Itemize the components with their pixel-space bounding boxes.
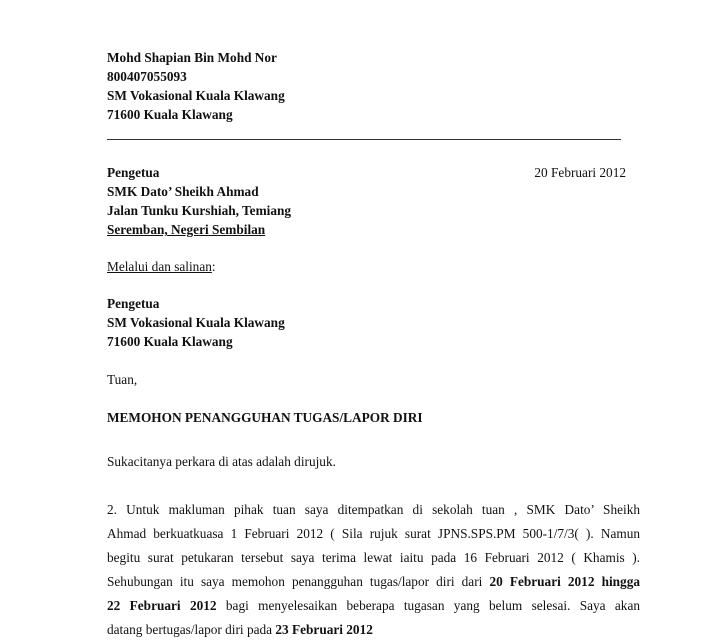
paragraph-2-line-6-date: 23 Februari 2012 [275, 622, 373, 637]
paragraph-2-line-2: Ahmad berkuatkuasa 1 Februari 2012 ( Sila rujuk surat JPNS.SPS.PM 500-1/7/3( ). Namun [107, 526, 640, 541]
sender-name: Mohd Shapian Bin Mohd Nor [107, 50, 277, 65]
via-title: Pengetua [107, 296, 160, 311]
paragraph-2-line-4-dates: 20 Februari 2012 hingga [489, 574, 640, 589]
paragraph-2-line-6-text: datang bertugas/lapor diri pada [107, 622, 276, 637]
paragraph-2-line-1: 2. Untuk makluman pihak tuan saya ditempatkan di sekolah tuan , SMK Dato’ Sheikh [107, 502, 640, 517]
paragraph-2-line-5-text: bagi menyelesaikan beberapa tugasan yang belum selesai. Saya akan [216, 598, 641, 613]
paragraph-2-line-5-date: 22 Februari 2012 [107, 598, 217, 613]
letter-subject: MEMOHON PENANGGUHAN TUGAS/LAPOR DIRI [107, 410, 423, 425]
paragraph-2-line-4 [107, 570, 640, 594]
recipient-city: Seremban, Negeri Sembilan [107, 222, 266, 237]
opening-line: Sukacitanya perkara di atas adalah dirujuk. [107, 454, 336, 469]
paragraph-2-line-3: begitu surat petukaran tersebut saya terima lewat iaitu pada 16 Februari 2012 ( Khamis ). [107, 550, 640, 565]
salutation: Tuan, [107, 372, 138, 387]
recipient-title: Pengetua [107, 165, 160, 180]
via-address: 71600 Kuala Klawang [107, 334, 233, 349]
paragraph-2-line-6 [107, 618, 640, 642]
sender-address: 71600 Kuala Klawang [107, 107, 233, 122]
via-label: Melalui dan salinan [107, 259, 212, 274]
sender-ic-number: 800407055093 [107, 69, 187, 84]
paragraph-2 [107, 498, 640, 642]
recipient-school: SMK Dato’ Sheikh Ahmad [107, 184, 259, 199]
letter-date: 20 Februari 2012 [534, 165, 626, 180]
recipient-street: Jalan Tunku Kurshiah, Temiang [107, 203, 292, 218]
sender-school: SM Vokasional Kuala Klawang [107, 88, 285, 103]
via-colon: : [211, 259, 216, 274]
header-divider [107, 139, 621, 140]
paragraph-2-line-5 [107, 594, 640, 618]
paragraph-2-line-4-text: Sehubungan itu saya memohon penangguhan tugas/lapor diri dari [107, 574, 490, 589]
via-label-line [107, 257, 216, 276]
via-school: SM Vokasional Kuala Klawang [107, 315, 285, 330]
